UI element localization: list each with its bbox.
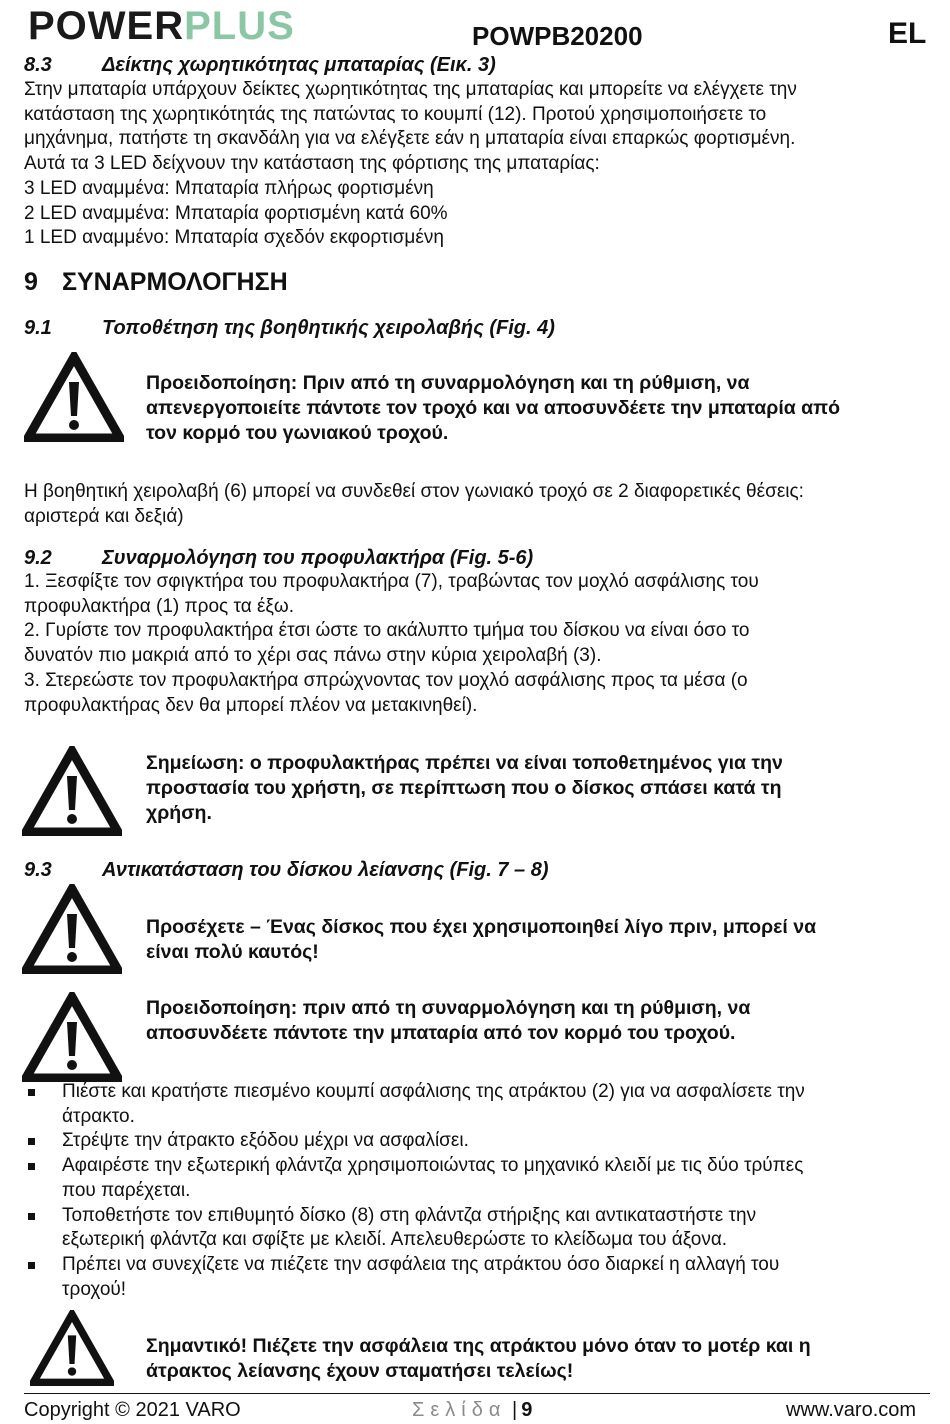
section-title: Συναρμολόγηση του προφυλακτήρα (Fig. 5-6) <box>102 547 534 569</box>
text-line: Στην μπαταρία υπάρχουν δείκτες χωρητικότητας της μπαταρίας και μπορείτε να ελέγχετε την <box>24 79 797 100</box>
chapter-number: 9 <box>24 268 38 296</box>
text-line: 2. Γυρίστε τον προφυλακτήρα έτσι ώστε το ακάλυπτο τμήμα του δίσκου να είναι όσο το <box>24 620 750 642</box>
page-separator: | <box>511 1399 518 1421</box>
footer-divider <box>24 1393 930 1394</box>
page-number: 9 <box>521 1399 533 1421</box>
section-8-3-text <box>24 78 934 251</box>
section-title: Δείκτης χωρητικότητας μπαταρίας (Εικ. 3) <box>102 54 496 76</box>
warning-line: Προειδοποίηση: Πριν από τη συναρμολόγηση και τη ρύθμιση, να <box>146 372 750 394</box>
list-item-line: άτρακτο. <box>62 1105 135 1127</box>
list-item <box>24 1204 934 1253</box>
language-code: EL <box>888 17 927 50</box>
section-9-3-heading <box>24 858 548 882</box>
text-line: προφυλακτήρα (1) προς τα έξω. <box>24 595 295 617</box>
warning-triangle-icon <box>30 1310 114 1386</box>
warning-text <box>146 996 936 1046</box>
chapter-title: ΣΥΝΑΡΜΟΛΟΓΗΣΗ <box>62 268 288 296</box>
list-item-line: τροχού! <box>62 1278 127 1300</box>
text-line: μηχάνημα, πατήστε τη σκανδάλη για να ελέγξετε εάν η μπαταρία είναι επαρκώς φορτισμένη. <box>24 128 796 150</box>
section-number: 9.1 <box>24 317 52 339</box>
brand-logo <box>28 4 295 48</box>
text-line: κατάσταση της χωρητικότητάς της πατώντας το κουμπί (12). Προτού χρησιμοποιήσετε το <box>24 103 767 125</box>
chapter-9-heading <box>24 266 288 298</box>
model-number: POWPB20200 <box>472 21 643 51</box>
text-line: προφυλακτήρας δεν θα μπορεί πλέον να μετακινηθεί). <box>24 694 478 716</box>
section-9-2-text <box>24 570 934 718</box>
section-9-1-text <box>24 480 934 529</box>
list-item <box>24 1129 934 1154</box>
text-line: Η βοηθητική χειρολαβή (6) μπορεί να συνδεθεί στον γωνιακό τροχό σε 2 διαφορετικές θέσεις: <box>24 481 804 502</box>
section-9-1-heading <box>24 316 555 340</box>
text-line: Αυτά τα 3 LED δείχνουν την κατάσταση της φόρτισης της μπαταρίας: <box>24 153 600 175</box>
important-line: Σημαντικό! Πιέζετε την ασφάλεια της ατράκτου μόνο όταν το μοτέρ και η <box>146 1335 811 1357</box>
note-text <box>146 751 936 826</box>
list-item <box>24 1253 934 1302</box>
note-line: χρήση. <box>146 802 212 824</box>
section-8-3-heading <box>24 53 496 77</box>
important-text <box>146 1334 936 1384</box>
section-number: 9.2 <box>24 547 52 569</box>
text-line: 1. Ξεσφίξτε τον σφιγκτήρα του προφυλακτήρα (7), τραβώντας τον μοχλό ασφάλισης του <box>24 571 759 592</box>
list-item-line: Αφαιρέστε την εξωτερική φλάντζα χρησιμοποιώντας το μηχανικό κλειδί με τις δύο τρύπες <box>62 1155 804 1177</box>
text-line: 3. Στερεώστε τον προφυλακτήρα σπρώχνοντας τον μοχλό ασφάλισης προς τα μέσα (ο <box>24 669 748 691</box>
text-line: 1 LED αναμμένο: Μπαταρία σχεδόν εκφορτισμένη <box>24 227 444 249</box>
website-link[interactable]: www.varo.com <box>786 1399 917 1421</box>
logo-part1: POWER <box>28 4 185 48</box>
logo-part2: PLUS <box>184 4 295 48</box>
list-item-line: Πρέπει να συνεχίζετε να πιέζετε την ασφάλεια της ατράκτου όσο διαρκεί η αλλαγή του <box>62 1253 780 1275</box>
list-item-line: Τοποθετήστε τον επιθυμητό δίσκο (8) στη φλάντζα στήριξης και αντικαταστήστε την <box>62 1204 757 1226</box>
section-number: 8.3 <box>24 54 52 76</box>
list-item-line: που παρέχεται. <box>62 1179 191 1201</box>
section-9-2-heading <box>24 546 533 570</box>
list-item-line: Στρέψτε την άτρακτο εξόδου μέχρι να ασφαλίσει. <box>62 1130 469 1152</box>
caution-line: Προσέχετε – Ένας δίσκος που έχει χρησιμοποιηθεί λίγο πριν, μπορεί να <box>146 916 817 938</box>
important-line: άτρακτος λείανσης έχουν σταματήσει τελείως! <box>146 1360 574 1382</box>
section-title: Αντικατάσταση του δίσκου λείανσης (Fig. 7 – 8) <box>102 859 549 881</box>
section-title: Τοποθέτηση της βοηθητικής χειρολαβής (Fig. 4) <box>102 317 555 339</box>
page-indicator <box>412 1398 532 1422</box>
caution-line: είναι πολύ καυτός! <box>146 941 319 963</box>
warning-text <box>146 371 936 446</box>
warning-triangle-icon <box>24 352 124 442</box>
copyright: Copyright © 2021 VARO <box>24 1399 241 1421</box>
section-number: 9.3 <box>24 859 52 881</box>
note-line: Σημείωση: ο προφυλακτήρας πρέπει να είναι τοποθετημένος για την <box>146 752 783 774</box>
text-line: 2 LED αναμμένα: Μπαταρία φορτισμένη κατά 60% <box>24 202 448 224</box>
warning-line: αποσυνδέετε πάντοτε την μπαταρία από τον κορμό του τροχού. <box>146 1022 736 1044</box>
warning-line: Προειδοποίηση: πριν από τη συναρμολόγηση και τη ρύθμιση, να <box>146 997 751 1019</box>
warning-triangle-icon <box>22 884 122 974</box>
warning-triangle-icon <box>22 746 122 836</box>
warning-line: απενεργοποιείτε πάντοτε τον τροχό και να αποσυνδέετε την μπαταρία από <box>146 397 841 419</box>
text-line: αριστερά και δεξιά) <box>24 505 184 527</box>
text-line: δυνατόν πιο μακριά από το χέρι σας πάνω στην κύρια χειρολαβή (3). <box>24 645 602 667</box>
steps-list <box>24 1080 934 1302</box>
list-item-line: εξωτερική φλάντζα και σφίξτε με κλειδί. Απελευθερώστε το κλείδωμα του άξονα. <box>62 1229 728 1251</box>
list-item-line: Πιέστε και κρατήστε πιεσμένο κουμπί ασφάλισης της ατράκτου (2) για να ασφαλίσετε την <box>62 1081 805 1102</box>
list-item <box>24 1154 934 1203</box>
warning-line: τον κορμό του γωνιακού τροχού. <box>146 422 449 444</box>
note-line: προστασία του χρήστη, σε περίπτωση που ο δίσκος σπάσει κατά τη <box>146 777 782 799</box>
page-label: Σελίδα <box>412 1399 507 1421</box>
list-item <box>24 1080 934 1129</box>
warning-triangle-icon <box>22 992 122 1082</box>
caution-text <box>146 915 936 965</box>
text-line: 3 LED αναμμένα: Μπαταρία πλήρως φορτισμένη <box>24 177 434 199</box>
